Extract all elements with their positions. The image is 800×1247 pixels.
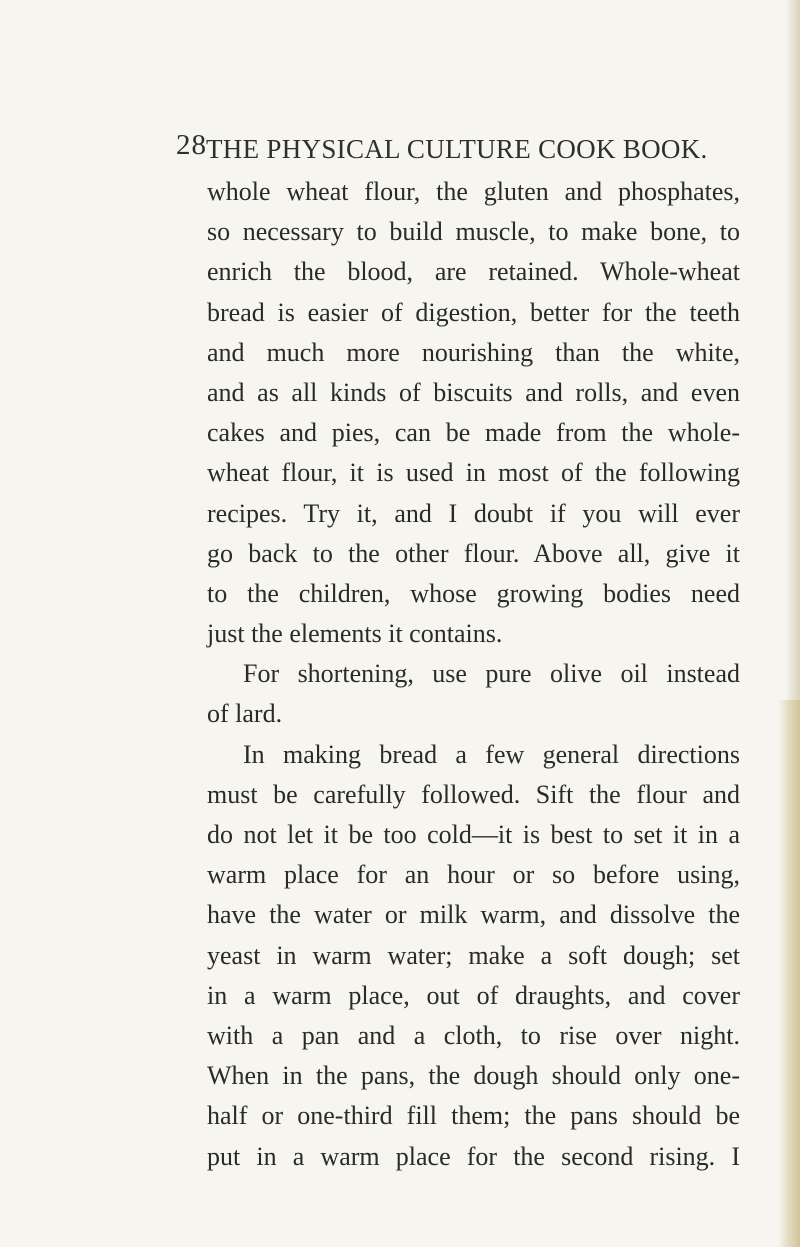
text-line: so necessary to build muscle, to make bone, to bbox=[207, 217, 740, 247]
running-header bbox=[176, 129, 708, 165]
text-line: and much more nourishing than the white, bbox=[207, 337, 740, 367]
text-line: and as all kinds of biscuits and rolls, and even bbox=[207, 377, 740, 407]
text-line: whole wheat flour, the gluten and phosphates, bbox=[207, 177, 740, 206]
text-line: In making bread a few general directions bbox=[243, 739, 740, 769]
text-line: with a pan and a cloth, to rise over night. bbox=[207, 1020, 740, 1050]
text-line: do not let it be too cold—it is best to set it in a bbox=[207, 820, 740, 849]
page-edge-discoloration bbox=[778, 700, 800, 1247]
text-line: cakes and pies, can be made from the whole- bbox=[207, 418, 740, 448]
text-line: go back to the other flour. Above all, give it bbox=[207, 538, 740, 568]
text-line: to the children, whose growing bodies need bbox=[207, 578, 740, 608]
text-line: in a warm place, out of draughts, and cover bbox=[207, 980, 740, 1010]
text-line: When in the pans, the dough should only one- bbox=[207, 1061, 740, 1091]
book-title: THE PHYSICAL CULTURE COOK BOOK. bbox=[206, 134, 708, 164]
text-line: of lard. bbox=[207, 699, 283, 729]
body-text bbox=[207, 172, 740, 1177]
text-line: warm place for an hour or so before using, bbox=[207, 860, 740, 890]
text-line: bread is easier of digestion, better for the teeth bbox=[207, 297, 740, 327]
text-line: have the water or milk warm, and dissolve the bbox=[207, 900, 740, 930]
text-line: must be carefully followed. Sift the flour and bbox=[207, 779, 740, 809]
text-line: just the elements it contains. bbox=[207, 619, 503, 649]
text-line: put in a warm place for the second rising. I bbox=[207, 1141, 740, 1171]
text-line: wheat flour, it is used in most of the following bbox=[207, 458, 740, 488]
text-line: enrich the blood, are retained. Whole-wheat bbox=[207, 257, 740, 287]
text-line: For shortening, use pure olive oil instead bbox=[243, 659, 740, 689]
text-line: half or one-third fill them; the pans should be bbox=[207, 1101, 740, 1131]
page-number: 28 bbox=[176, 129, 207, 161]
text-line: recipes. Try it, and I doubt if you will ever bbox=[207, 498, 740, 528]
text-line: yeast in warm water; make a soft dough; set bbox=[207, 940, 740, 970]
